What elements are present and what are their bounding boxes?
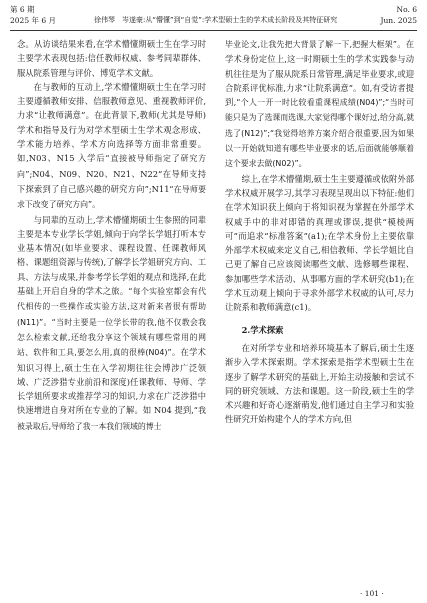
quote: 毕业论文,让我先把大背景了解一下,把握大框架” xyxy=(225,40,397,49)
paragraph xyxy=(17,213,206,434)
paragraph: 在对所学专业和培养环境基本了解后,硕士生逐渐步入学术探索期。学术探索是指学术型硕士生在逐步了解学术研究的基础上,开始主动接触和尝试不同的研究领域、方法和课题。这一阶段,硕士生的学术兴趣和好奇心逐渐萌发,他们通过自主学习和实验性研究开始构建个人的学术方向,但 xyxy=(225,342,414,425)
left-column xyxy=(17,37,206,434)
body-text: 。在学术身份定位上,这一时期硕士生的学术实践参与动机往往是为了服从院系日常管理,满足毕业要求,或迎合院系评优标准,力求“让院系满意”。如,有受访者提到, xyxy=(225,39,414,108)
body-text: 。 xyxy=(92,199,101,210)
quote: “直接被导师指定了研究方向” xyxy=(17,154,206,179)
body-text: ;N04、N09、N20、N21、N22“在导师支持下探索到了自己感兴趣的研究方向”;N11 xyxy=(17,168,207,194)
issue-date-en: Jun. 2025 xyxy=(380,16,417,25)
paragraph xyxy=(225,37,414,172)
body-text: 。 xyxy=(298,158,307,169)
body-text: 在与教师的互动上,学术懵懂期硕士生在学习时主要遵循教师安排、信服教师意见、重视教师评价,力求“让教师满意”。在此背景下,教师(尤其是导师)学术和指导及行为对学术型硕士生学术观念形成、学术能力培养、学术方向选择等方面非常重要。如,N03、N15 入学后 xyxy=(17,81,206,164)
quote: “我被录取后,导师给了我一本我们领域的博士 xyxy=(17,406,206,431)
paragraph: 综上,在学术懵懂期,硕士生主要遵循或依附外部学术权威开展学习,其学习表现呈现出以下特征:他们在学术知识获上倾向于将知识视为掌握在外部学术权威手中的非对即错的真理或谬误,提供“模棱两可”而追求“标准答案”(a1);在学术身份上主要依靠外部学术权威来定义自己,相信教师、学长学姐比自己更了解自己应该阅读哪些文献、选修哪些课程、参加哪些学术活动、从事哪方面的学术研究(b1);在学术互动观上倾向于寻求外部学术权威的认可,尽力让院系和教师满意(c1)。 xyxy=(225,173,414,313)
body-text: 。在学术知识习得上,硕士生在入学初期往往会博涉广泛领域、广泛涉猎专业前沿和深度)任课教师、导师、学长学姐所要求或推荐学习的知识,力求在广泛涉猎中快速增进自身对所在专业的了解。如 N04 提到, xyxy=(17,347,206,416)
paragraph xyxy=(17,80,206,213)
issue-number: 第 6 期 xyxy=(10,5,35,14)
quote: “个人一开一时比较看重课程成绩(N04)”;“当时可能只是为了选课而选课,大家觉得哪个课好过,给分高,就选了(N12)”;“我觉得培养方案介绍合很重要,因为如果以一开始就知道有哪些毕业要求的话,后面就能够顺着这个要求去做(N02)” xyxy=(225,98,415,169)
paragraph: 念。从访谈结果来看,在学术懵懂期硕士生在学习时主要学术表现包括:信任教师权威、参考同辈群体、服从院系管理与评价、博览学术文献。 xyxy=(17,39,206,78)
right-column xyxy=(225,37,414,427)
page-number: · 101 · xyxy=(360,589,384,598)
section-heading: 2.学术探索 xyxy=(241,324,284,335)
issue-date: 2025 年 6 月 xyxy=(10,16,57,25)
header-rule xyxy=(10,30,417,31)
issue-number-en: No. 6 xyxy=(396,5,417,14)
quote: “在导师要求下改变了研究方向” xyxy=(17,184,206,210)
running-title: 徐伟琴 岑遂豪:从“懵懂”到“自觉”:学术型硕士生的学术成长阶段及其特征研究 xyxy=(94,16,338,24)
quote: “每个实验室都会有代代相传的一些操作或实验方法,这对新来者很有帮助(N11)”。“当时主要是一位学长带的我,他不仅教会我怎么检索文献,还给我分享这个领域有哪些常用的网站、软件和工具,要怎么用,真的很棒(N04)” xyxy=(17,287,206,358)
body-text: 与同辈的互动上,学术懵懂期硕士生参照的同辈主要是本专业学长学姐,倾向于向学长学姐打听本专业基本情况(如毕业要求、课程设置、任课教师风格、课题组资源与传统),了解学长学姐研究方向、工具、方法与成果,并参考学长学姐的观点和选择,在此基础上开启自身的学术之旅。 xyxy=(17,214,206,297)
page-header xyxy=(0,0,427,30)
